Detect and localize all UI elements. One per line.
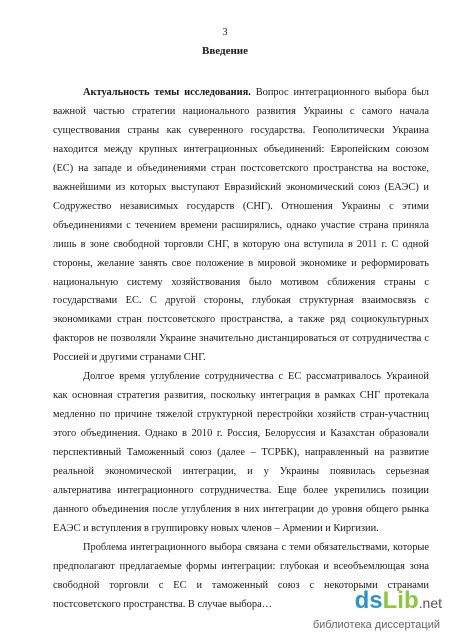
paragraph-text: Проблема интеграционного выбора связана с теми обязательствами, которые предполагают предлагаемые формы интеграции: глубокая и всеобъемлющая зона свободной торговли с ЕС и таможенный союз с некоторыми странами постсоветского пространства. В случае выбора…	[53, 541, 429, 610]
watermark-logo-dot: .	[418, 595, 423, 611]
document-body	[53, 84, 429, 615]
paragraph-text: Вопрос интеграционного выбора был важной частью стратегии национального развития Украины с самого начала существования страны как суверенного государства. Геополитически Украина находится между крупных интеграционных объединений: Европейским союзом (ЕС) на западе и объединениями стран постсоветского пространства на востоке, важнейшими из которых выступают Евразийский экономический союз (ЕАЭС) и Содружество независимых государств (СНГ). Отношения Украины с этими объединениями с течением времени расширялись, однако участие страна приняла лишь в зоне свободной торговли СНГ, в которую она вступила в 2011 г. С одной стороны, желание занять свое положение в мировой экономике и реформировать национальную систему хозяйствования было мотивом сближения страны с государствами ЕС. С другой стороны, глубокая структурная взаимосвязь с экономиками стран постсоветского пространства, а также ряд социокультурных факторов не позволяли Украине значительно дистанцироваться от сотрудничества с Россией и другими странами СНГ.	[53, 87, 429, 364]
watermark	[294, 589, 444, 633]
paragraph-text: Долгое время углубление сотрудничества с ЕС рассматривалось Украиной как основная стратегия развития, поскольку интеграция в рамках СНГ протекала медленно по причине тяжелой структурной перестройки хозяйств стран-участниц этого объединения. Однако в 2010 г. Россия, Белоруссия и Казахстан образовали перспективный Таможенный союз (далее – ТСРБК), направленный на развитие реальной экономической интеграции, и у Украины появилась серьезная альтернатива интеграционного сотрудничества. Еще более укрепились позиции данного объединения после углубления в них интеграции до уровня общего рынка ЕАЭС и вступления в группировку новых членов – Армении и Киргизии.	[53, 371, 429, 534]
paragraph-lead: Актуальность темы исследования.	[83, 87, 251, 98]
paragraph-relevance	[53, 84, 429, 368]
paragraph-cooperation	[53, 368, 429, 539]
watermark-logo-ds: ds	[354, 587, 383, 614]
watermark-logo-lib: Lib	[382, 587, 419, 614]
watermark-caption: библиотека диссертаций	[312, 619, 440, 631]
watermark-logo	[355, 589, 442, 613]
page-title: Введение	[201, 45, 249, 57]
watermark-logo-net: net	[422, 595, 442, 611]
page-number: 3	[222, 27, 228, 38]
